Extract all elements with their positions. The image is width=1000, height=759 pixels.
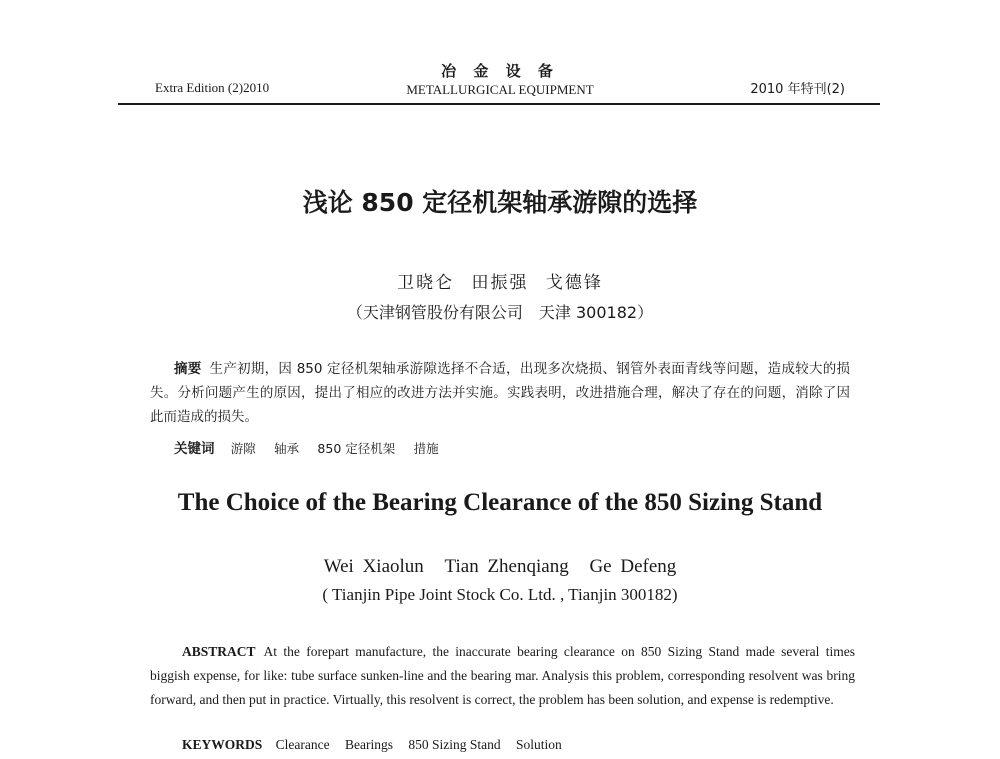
keywords-cn-label: 关键词: [174, 441, 215, 457]
abstract-en: [150, 640, 855, 712]
keyword-cn: 游隙: [230, 441, 256, 456]
abstract-en-label: ABSTRACT: [182, 644, 256, 659]
header-rule: [118, 103, 880, 105]
journal-name-en: METALLURGICAL EQUIPMENT: [406, 82, 594, 97]
keywords-en: [182, 737, 574, 753]
abstract-en-text: At the forepart manufacture, the inaccurate bearing clearance on 850 Sizing Stand made several times biggish expense, for like: tube surface sunken-line and the bearing mar. Analysis this problem, corresponding resolvent was bring forward, and then put in practice. Virtually, this resolvent is correct, the problem has been solution, and expense is redemptive.: [150, 644, 855, 707]
author-en: Tian Zhenqiang: [444, 556, 569, 577]
author-en: Wei Xiaolun: [323, 556, 424, 577]
keyword-cn: 轴承: [274, 441, 300, 456]
header-issue: 2010 年特刊(2): [750, 82, 845, 97]
header-journal: [0, 60, 1000, 98]
affiliation-cn: （天津钢管股份有限公司 天津 300182）: [346, 303, 654, 322]
abstract-cn-label: 摘要: [174, 361, 202, 377]
paper-title-cn: 浅论 850 定径机架轴承游隙的选择: [302, 188, 698, 217]
authors-cn: 卫晓仑 田振强 戈德锋: [397, 273, 603, 293]
journal-name-cn: 冶 金 设 备: [441, 62, 559, 80]
author-en: Ge Defeng: [589, 556, 677, 577]
authors-en: [0, 556, 1000, 578]
paper-title-en: The Choice of the Bearing Clearance of the 850 Sizing Stand: [177, 489, 823, 516]
abstract-cn-text: 生产初期，因 850 定径机架轴承游隙选择不合适，出现多次烧损、钢管外表面青线等问题，造成较大的损失。分析问题产生的原因，提出了相应的改进方法并实施。实践表明，改进措施合理，解决了存在的问题，消除了因此而造成的损失。: [150, 361, 850, 425]
header-edition: Extra Edition (2)2010: [155, 80, 270, 95]
keywords-en-label: KEYWORDS: [182, 737, 263, 752]
keyword-en: Solution: [516, 737, 562, 752]
keyword-cn: 措施: [413, 441, 439, 456]
keyword-en: Clearance: [275, 737, 330, 752]
keyword-cn: 850 定径机架: [317, 441, 396, 456]
affiliation-en: ( Tianjin Pipe Joint Stock Co. Ltd. , Tianjin 300182): [322, 585, 678, 604]
keyword-en: Bearings: [344, 737, 393, 752]
keyword-en: 850 Sizing Stand: [408, 737, 501, 752]
abstract-cn: [150, 357, 850, 429]
keywords-cn: [174, 437, 453, 457]
